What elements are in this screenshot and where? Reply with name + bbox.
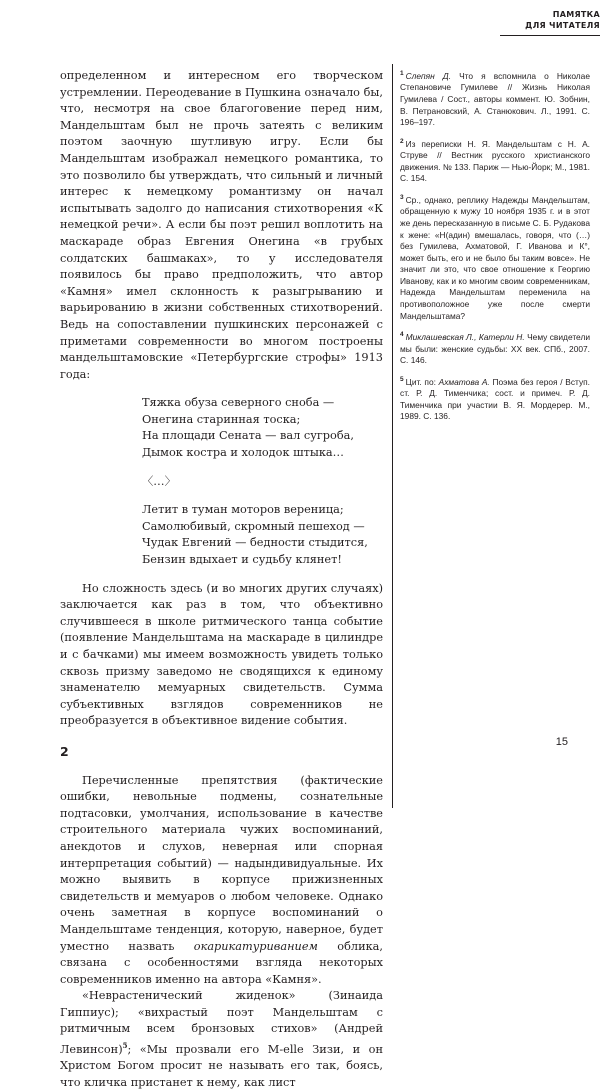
footnote-ref-5[interactable]: 5	[122, 1041, 128, 1051]
header-rule	[500, 35, 600, 36]
footnote-number: 4	[400, 331, 404, 339]
verse-line: Онегина старинная тоска;	[142, 412, 301, 426]
verse-line: Бензин вдыхает и судьбу клянет!	[142, 553, 342, 567]
paragraph-3	[60, 773, 383, 989]
footnote-text: Из переписки Н. Я. Мандельштам с Н. А. Струве // Вестник русского христианского движения. № 133. Париж — Нью-Йорк; М., 1981. С. 154.	[400, 138, 590, 184]
paragraph-3-text-b: облика, связана с особенностями взгляда некоторых современников именно на автора «Камня».	[60, 939, 383, 986]
footnote-number: 3	[400, 193, 404, 201]
verse-line: Самолюбивый, скромный пешеход —	[142, 519, 365, 533]
paragraph-4-text-b: ; «Мы прозвали его M-elle Зизи, и он Христом Богом просит не называть его так, боясь, что кличка пристанет к нему, как лист	[60, 1042, 383, 1090]
paragraph-4-text-a: «Неврастенический жиденок» (Зинаида Гиппиус); «вихрастый поэт Мандельштам с ритмичным всем бронзовых стихов» (Андрей Левинсон)	[60, 989, 383, 1056]
footnote-number: 1	[400, 70, 404, 77]
paragraph-3-text-a: Перечисленные препятствия (фактические ошибки, невольные подмены, сознательные подтасовки, умолчания, использование в качестве строительного материала чужих воспоминаний, анекдотов и слухов, неверная или спорная интерпретация событий) — надындивидуальные. Их можно выявить в корпусе прижизненных свидетельств и мемуаров о любом человеке. Однако очень заметная в корпусе воспоминаний о Мандельштаме тенденция, которую, наверное, будет уместно назвать	[60, 773, 383, 953]
page-number: 15	[555, 736, 568, 748]
running-header	[525, 9, 600, 31]
footnote-2	[400, 136, 590, 185]
paragraph-2: Но сложность здесь (и во многих других случаях) заключается как раз в том, что объективно случившееся в школе ритмического танца событие (появление Мандельштама на маскараде в цилиндре и с бачками) мы имеем возможность увидеть только сквозь призму заведомо не сводящихся к единому знаменателю мемуарных свидетельств. Сумма субъективных взглядов современников не преобразуется в объективное видение события.	[60, 581, 383, 728]
footnote-text: Ср., однако, реплику Надежды Мандельштам, обращенную к мужу 10 ноября 1935 г. и в этот же день пересказанную в письме С. Б. Рудакова к жене: «Н(адин) вмешалась, говоря, что (…) без Гумилева, Ахматовой, Г. Иванова и К°, может быть, его и не было бы таким вовсе». Не значит ли это, что свое отношение к Георгию Иванову, как и ко многим своим современникам, Надежда Мандельштам переменила на противоположное уже после смерти Мандельштама?	[400, 194, 590, 321]
footnote-text: Что я вспомнила о Николае Степановиче Гумилеве // Жизнь Николая Гумилева / Сост., авторы коммент. Ю. Зобнин, В. Петрановский, А. Станюкович. Л., 1991. С. 196–197.	[400, 70, 590, 128]
verse-line: На площади Сената — вал сугроба,	[142, 429, 354, 443]
footnote-author: Ахматова А.	[438, 376, 490, 387]
footnote-number: 5	[400, 375, 404, 383]
footnote-text: Цит. по:	[405, 376, 439, 387]
footnote-text: Чему свидетели мы были: женские судьбы: XX век. СПб., 2007. С. 146.	[400, 332, 591, 366]
footnote-text-2: Поэма без героя / Вступ. ст. Р. Д. Тименчика; сост. и примеч. Р. Д. Тименчика при участии В. Я. Мордерер. М., 1989. С. 136.	[400, 376, 590, 422]
footnote-author: Слепян Д.	[405, 70, 452, 81]
verse-line: Тяжка обуза северного сноба —	[142, 396, 335, 410]
verse-quote	[142, 395, 383, 568]
footnote-4	[400, 329, 590, 367]
column-divider	[392, 64, 393, 808]
paragraph-3-emphasis: окарикатуриванием	[193, 939, 318, 953]
header-line-2: ДЛЯ ЧИТАТЕЛЯ	[525, 21, 600, 30]
section-number: 2	[60, 743, 69, 759]
paragraph-1: определенном и интересном его творческом устремлении. Переодевание в Пушкина означало бы, что, несмотря на свое благоговение перед ним, Мандельштам был не прочь затеять с великим поэтом заочную шутливую игру. Если бы Мандельштам изображал немецкого романтика, то это позволило бы утверждать, что сильный и личный интерес к немецкому романтизму он начал испытывать задолго до написания стихотворения «К немецкой речи». А если бы поэт решил воплотить на маскараде образ Евгения Онегина «в грубых солдатских башмаках», то у исследователя появилось бы право предположить, что автор «Камня» имел склонность к разыгрыванию и варьированию в жизни собственных стихотворений. Ведь на сопоставлении пушкинских персонажей с приметами современности во многом построены мандельштамовские «Петербургские строфы» 1913 года:	[60, 69, 383, 381]
verse-line: Летит в туман моторов вереница;	[142, 503, 344, 517]
verse-line: Чудак Евгений — бедности стыдится,	[142, 536, 368, 550]
footnote-3	[400, 192, 590, 322]
header-line-1: ПАМЯТКА	[552, 10, 600, 19]
footnote-5	[400, 374, 590, 423]
main-text-column	[60, 68, 383, 1092]
verse-ellipsis: 〈…〉	[142, 474, 176, 488]
footnote-author: Миклашевская Л., Катерли Н.	[405, 332, 525, 343]
footnote-1	[400, 68, 590, 129]
verse-stanza-2	[142, 502, 383, 568]
footnotes-column	[400, 68, 590, 430]
paragraph-4	[60, 988, 383, 1091]
footnote-number: 2	[400, 137, 404, 145]
verse-stanza-1	[142, 395, 383, 461]
verse-line: Дымок костра и холодок штыка…	[142, 446, 344, 460]
